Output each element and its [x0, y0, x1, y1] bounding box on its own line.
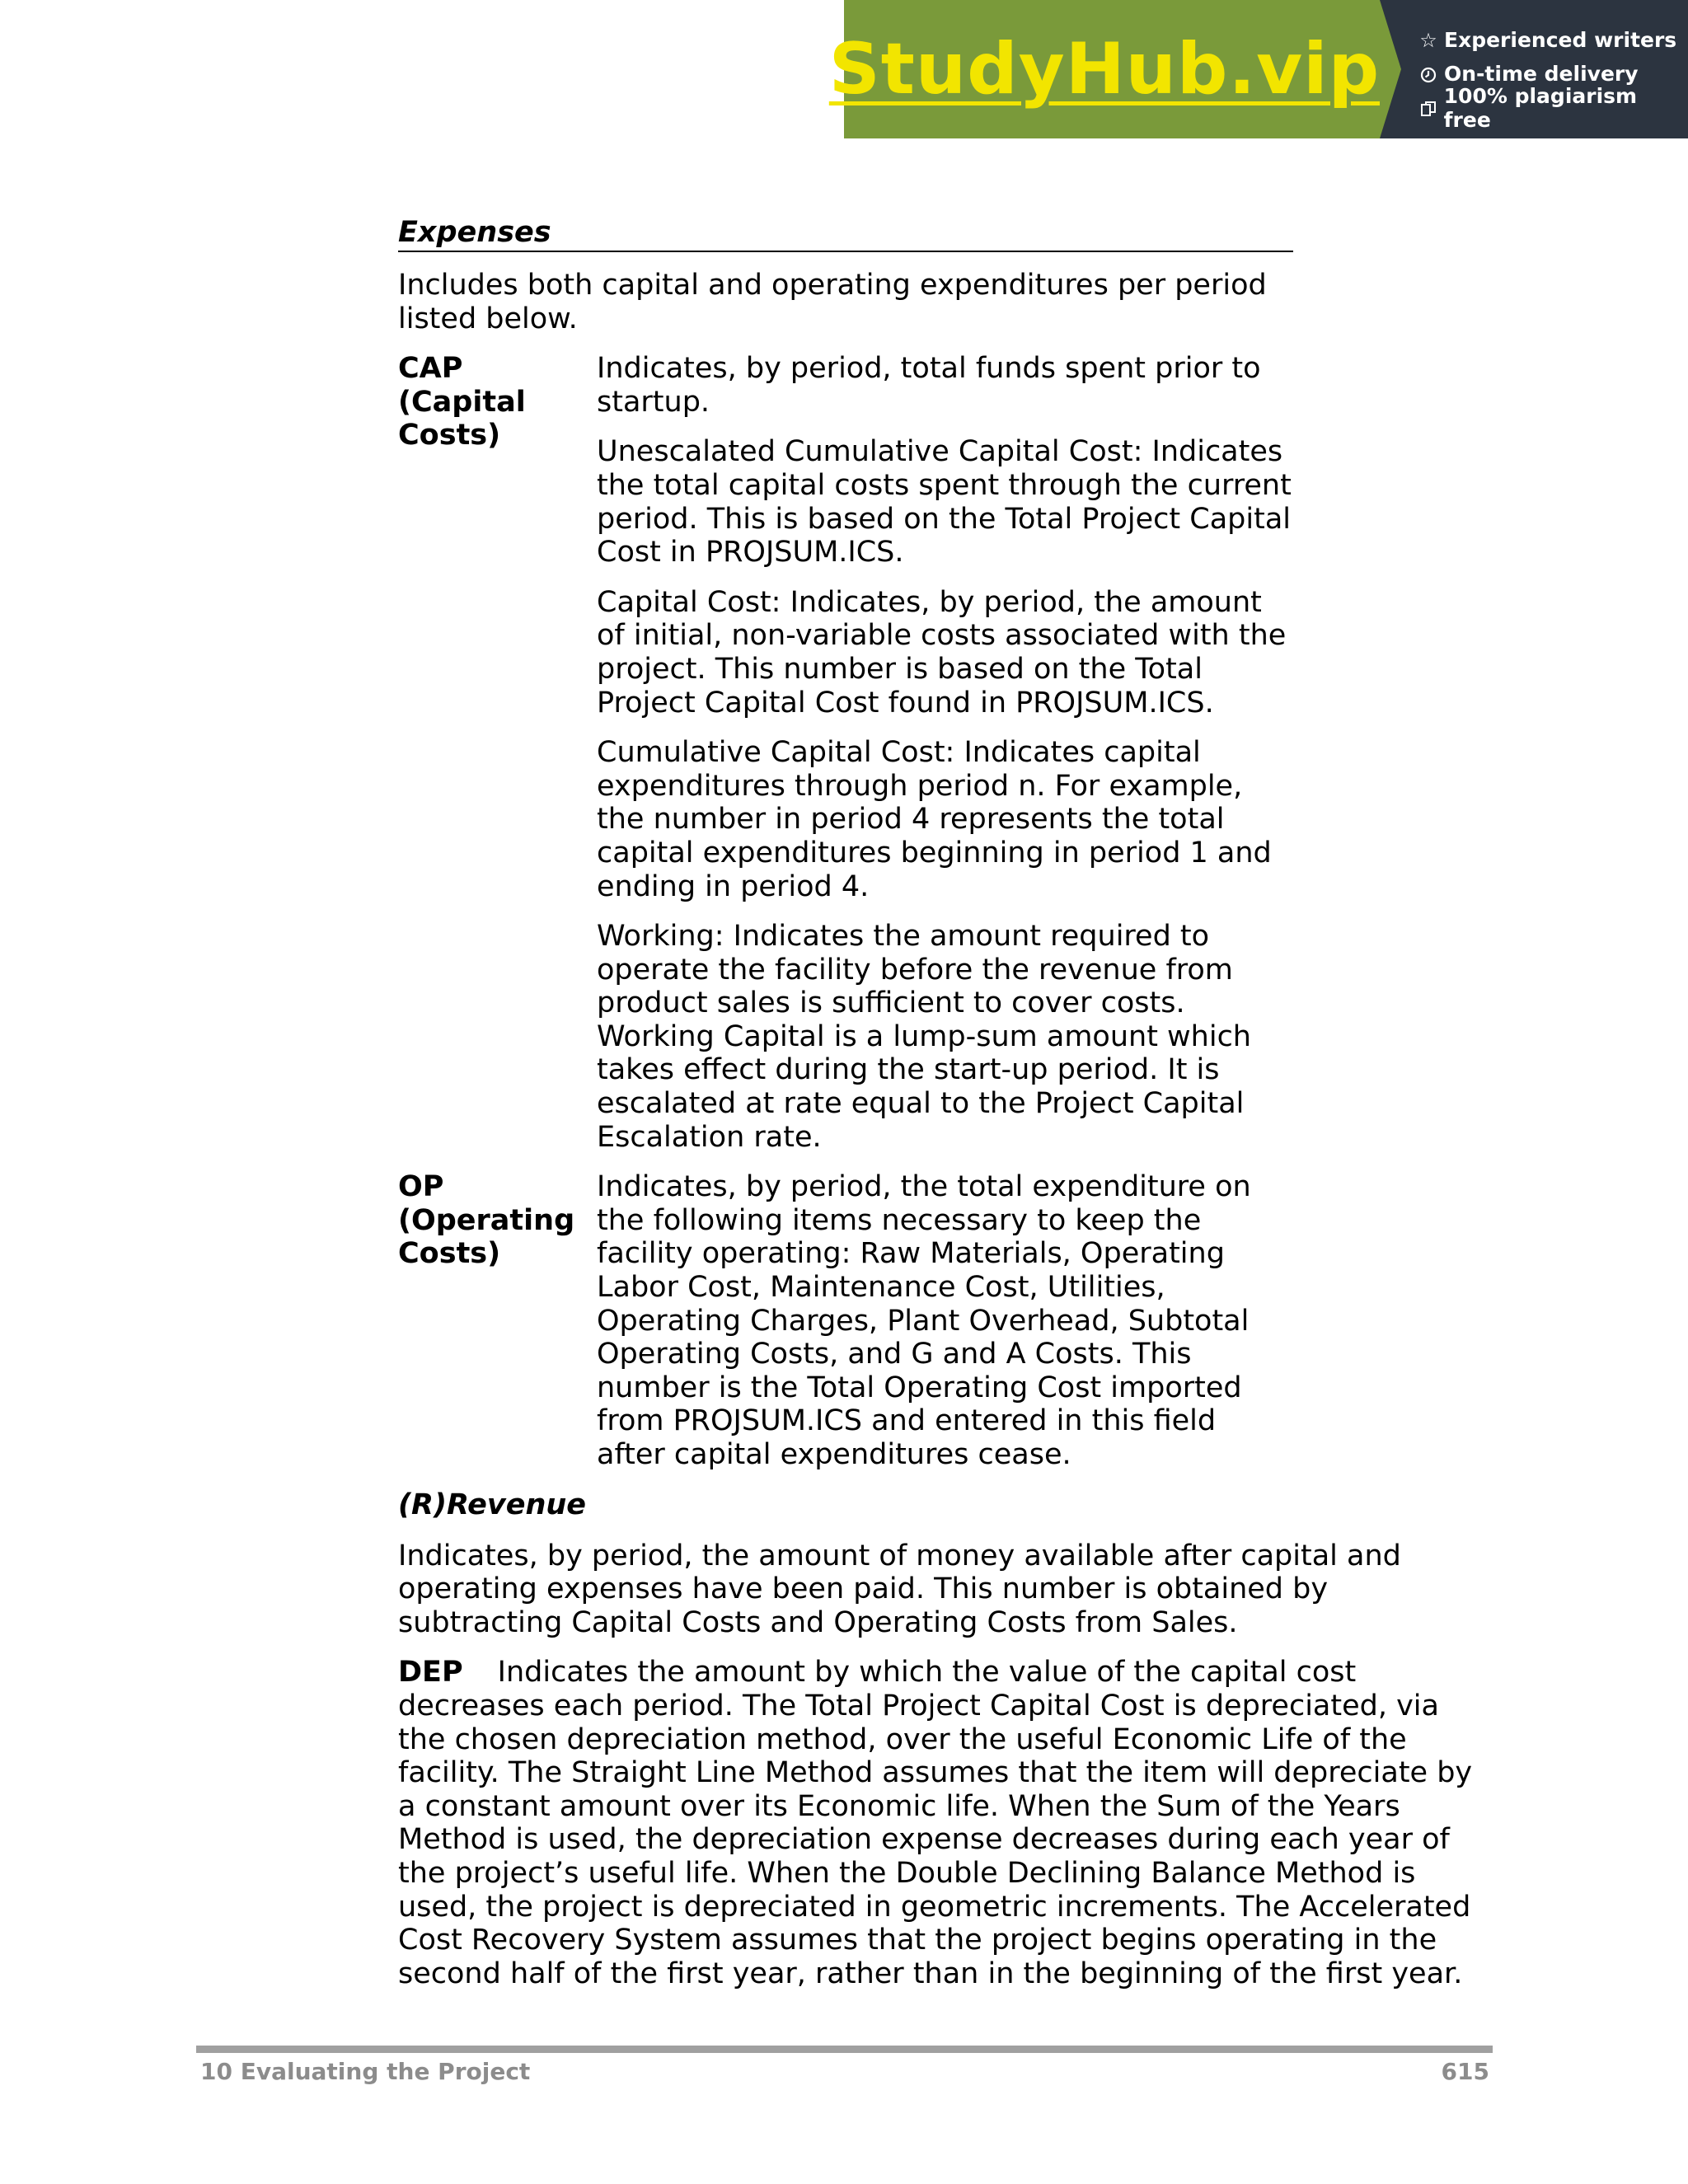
cap-paragraph: Working: Indicates the amount required to operate the facility before the revenue from product sales is sufficient to cover costs. Working Capital is a lump-sum amount which takes effect during the start-up period. It is escalated at rate equal to the Project Capital Escalation rate.	[597, 920, 1251, 1154]
banner-arrow-shape	[1380, 0, 1401, 138]
op-term: OP (Operating Costs)	[398, 1170, 575, 1271]
revenue-heading: (R)Revenue	[398, 1488, 587, 1521]
expenses-heading: Expenses	[398, 216, 1293, 252]
cap-paragraph: Unescalated Cumulative Capital Cost: Indicates the total capital costs spent through the current period. This is based on the Total Project Capital Cost in PROJSUM.ICS.	[597, 435, 1292, 569]
dep-definition	[398, 1656, 1494, 1990]
cap-definition	[398, 352, 1293, 1154]
cap-paragraph: Cumulative Capital Cost: Indicates capital expenditures through period n. For example, the number in period 4 represents the total capital expenditures beginning in period 1 and ending in period 4.	[597, 736, 1272, 903]
page-number: 615	[1441, 2058, 1489, 2085]
dep-description: Indicates the amount by which the value of the capital cost decreases each period. The Total Project Capital Cost is depreciated, via the chosen depreciation method, over the useful Economic Life of the facility. The Straight Line Method assumes that the item will depreciate by a constant amount over its Economic life. When the Sum of the Years Method is used, the depreciation expense decreases during each year of the project’s useful life. When the Double Declining Balance Method is used, the project is depreciated in geometric increments. The Accelerated Cost Recovery System assumes that the project begins operating in the second half of the first year, rather than in the beginning of the first year.	[398, 1656, 1473, 1990]
footer-divider	[196, 2046, 1493, 2053]
clock-icon	[1418, 63, 1439, 86]
feature-item	[1418, 23, 1688, 57]
feature-label: 100% plagiarism free	[1443, 83, 1638, 132]
banner-features	[1380, 0, 1688, 138]
revenue-description: Indicates, by period, the amount of money available after capital and operating expenses have been paid. This number is obtained by subtracting Capital Costs and Operating Costs from Sales.	[398, 1539, 1401, 1639]
dep-term: DEP	[398, 1656, 463, 1690]
cap-description	[597, 352, 1293, 1154]
cap-term: CAP (Capital Costs)	[398, 352, 526, 452]
feature-item	[1418, 83, 1688, 132]
copy-icon	[1418, 96, 1439, 120]
feature-label: Experienced writers	[1444, 28, 1677, 52]
footer-chapter: 10 Evaluating the Project	[200, 2058, 531, 2085]
op-definition	[398, 1170, 1293, 1471]
feature-label: On-time delivery	[1444, 62, 1639, 86]
cap-paragraph: Indicates, by period, total funds spent prior to startup.	[597, 352, 1261, 419]
expenses-section	[398, 216, 1293, 1472]
expenses-intro: Includes both capital and operating expenditures per period listed below.	[398, 269, 1267, 335]
star-icon: ☆	[1419, 28, 1437, 52]
advertisement-banner[interactable]	[828, 0, 1688, 138]
page-content	[398, 216, 1494, 1990]
op-description: Indicates, by period, the total expenditure on the following items necessary to keep the facility operating: Raw Materials, Operating Labor Cost, Maintenance Cost, Utilities, Operating Charges, Plant Overhead, Subtotal Operating Costs, and G and A Costs. This number is the Total Operating Cost imported from PROJSUM.ICS and entered in this field after capital expenditures cease.	[597, 1170, 1251, 1471]
brand-logo-text: StudyHub.vip	[828, 28, 1381, 110]
cap-paragraph: Capital Cost: Indicates, by period, the amount of initial, non-variable costs associated with the project. This number is based on the Total Project Capital Cost found in PROJSUM.ICS.	[597, 585, 1287, 719]
brand-logo-panel	[828, 0, 1381, 138]
